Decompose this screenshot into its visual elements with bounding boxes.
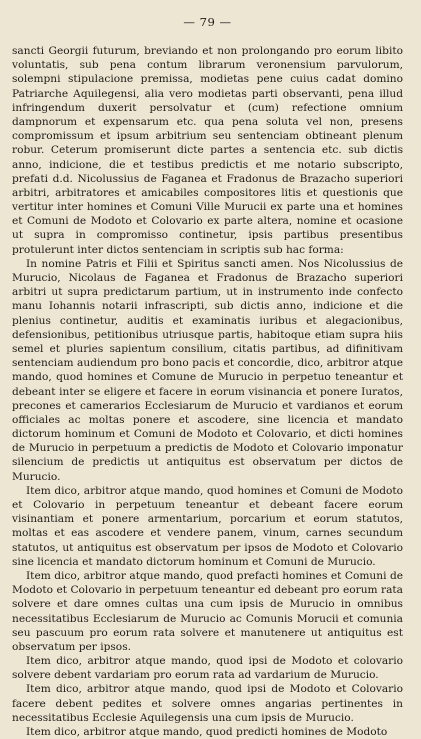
paragraph-compromissum: sancti Georgii futurum, breviando et non prolongando pro eorum libito voluntatis, sub pena contum librarum veronensium parvulorum, solempni stipulacione premissa, modietas pene cuius cadat domino Patriarche Aquilegensi, alia vero modietas parti observanti, pena illud infringendum duxerit persolvatur et (cum) refectione omnium dampnorum et expensarum etc. qua pena soluta vel non, presens compromissum et ipsum arbitrium seu sentenciam obtineant plenum robur. Ceterum promiserunt dicte partes a sentencia etc. sub dictis anno, indicione, die et testibus predictis et me notario subscripto, prefati d.d. Nicolussius de Faganea et Fradonus de Brazacho superiori arbitri, arbitratores et amicabiles compositores litis et questionis que vertitur inter homines et Comuni Ville Murucii ex parte una et homines et Comuni de Modoto et Colovario ex parte altera, nomine et ocasione ut supra in compromisso continetur, ipsis partibus presentibus protulerunt inter dictos sentenciam in scriptis sub hac forma:	[12, 45, 403, 256]
paragraph-sentencia: In nomine Patris et Filii et Spiritus sancti amen. Nos Nicolussius de Murucio, Nicolaus de Faganea et Fradonus de Brazacho superiori arbitri ut supra predictarum partium, ut in instrumento inde confecto manu Iohannis notarii infrascripti, sub dictis anno, indicione et die plenius continetur, auditis et examinatis iuribus et alegacionibus, defensionibus, petitionibus utriusque partis, habitoque etiam supra hiis semel et pluries sapientum consilium, citatis partibus, ad difinitivam sentenciam audiendum pro bono pacis et concordie, dico, arbitror atque mando, quod homines et Comune de Murucio in perpetuo teneantur et debeant inter se eligere et facere in eorum visinancia et ponere Iuratos, precones et camerarios Ecclesiarum de Murucio et vardianos et eorum officiales ac moltas ponere et ascodere, sine licencia et mandato dictorum hominum et Comuni de Modoto et Colovario, et dicti homines de Murucio in perpetuum a predictis de Modoto et Colovario imponatur silencium de predictis ut antiquitus est observatum per dictos de Murucio.	[12, 257, 403, 483]
paragraph-item-cultas: Item dico, arbitror atque mando, quod prefacti homines et Comuni de Modoto et Colovario in perpetuum teneantur ed debeant pro eorum rata solvere et dare omnes cultas una cum ipsis de Murucio in omnibus necessitatibus Ecclesiarum de Murucio ac Comunis Morucii et comunia seu pascuum pro eorum rata solvere et manutenere ut antiquitus est observatum per ipsos.	[12, 569, 403, 653]
paragraph-item-final: Item dico, arbitror atque mando, quod predicti homines de Modoto	[26, 726, 388, 738]
page-number: — 79 —	[183, 15, 232, 29]
paragraph-item-visinantia: Item dico, arbitror atque mando, quod homines et Comuni de Modoto et Colovario in perpetuum teneantur et debeant facere eorum visinantiam et ponere armentarium, porcarium et eorum statutos, moltas et eas ascodere et vendere panem, vinum, carnes secundum statutos, ut antiquitus est observatum per ipsos de Modoto et Colovario sine licencia et mandato dictorum hominum et Comuni de Murucio.	[12, 484, 403, 568]
paragraph-item-pedites: Item dico, arbitror atque mando, quod ipsi de Modoto et Colovario facere debent pedites et solvere omnes angarias pertinentes in necessitatibus Ecclesie Aquilegensis una cum ipsis de Murucio.	[12, 683, 403, 724]
paragraph-item-vardariam: Item dico, arbitror atque mando, quod ipsi de Modoto et colovario solvere debent vardariam pro eorum rata ad vardarium de Murucio.	[12, 655, 403, 682]
